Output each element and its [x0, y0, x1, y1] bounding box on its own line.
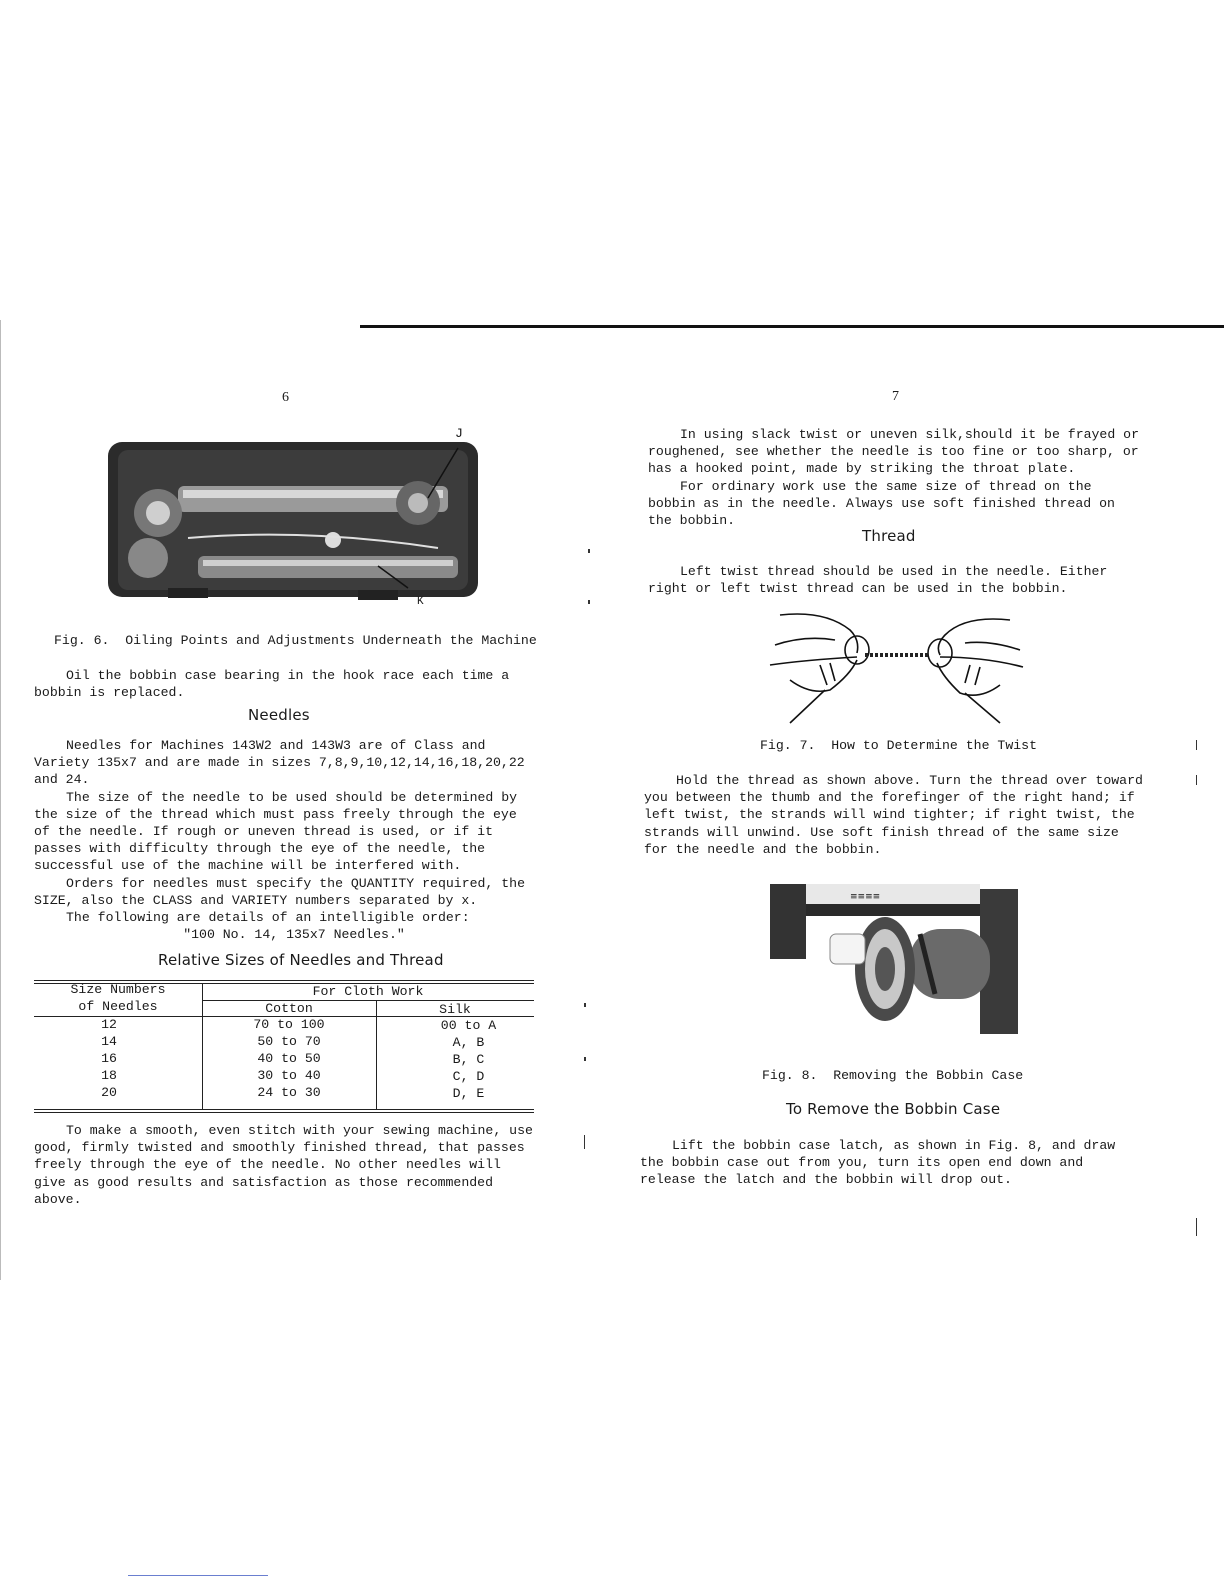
scan-speck [584, 1135, 585, 1149]
table-cell-silk: 00 to A [440, 1018, 497, 1033]
scan-top-rule [360, 325, 1224, 328]
header-size-line1: Size Numbers [70, 982, 166, 997]
table-title: Relative Sizes of Needles and Thread [158, 951, 444, 969]
needles-paragraph-3: Orders for needles must specify the QUANTITY required, the SIZE, also the CLASS and VARIETY numbers separated by x. [34, 875, 525, 908]
needles-section [34, 737, 534, 943]
oil-paragraph: Oil the bobbin case bearing in the hook race each time a bobbin is replaced. [34, 668, 510, 701]
scan-speck [1196, 740, 1197, 750]
table-cell-cotton: 24 to 30 [257, 1085, 321, 1100]
table-top-rule [34, 980, 534, 981]
needles-paragraph-1: Needles for Machines 143W2 and 143W3 are of Class and Variety 135x7 and are made in sizes 7,8,9,10,12,14,16,18,20,22 and 24. [34, 738, 525, 788]
table-cell-size: 18 [101, 1068, 117, 1083]
scan-left-edge [0, 320, 1, 1280]
scan-speck [588, 600, 590, 604]
scan-speck [1196, 775, 1197, 785]
table-cell-size: 16 [101, 1051, 117, 1066]
table-cell-cotton: 40 to 50 [257, 1051, 321, 1066]
thread-heading: Thread [862, 527, 916, 545]
sewing-machine-underside-image [108, 428, 478, 608]
table-cell-size: 14 [101, 1034, 117, 1049]
twist-paragraph: Hold the thread as shown above. Turn the thread over toward you between the thumb and the forefinger of the right hand; if left twist, the strands will wind tighter; if right twist, the strands will unwind. Use soft finish thread of the same size for the needle and the bobbin. [644, 773, 1143, 857]
table-cell-silk: A, B [452, 1035, 485, 1050]
intro-section [648, 426, 1144, 529]
table-cell-silk: B, C [452, 1052, 485, 1067]
header-silk: Silk [439, 1002, 471, 1017]
scan-speck [1196, 1218, 1197, 1236]
bobbin-paragraph: Lift the bobbin case latch, as shown in Fig. 8, and draw the bobbin case out from you, turn its open end down and release the latch and the bobbin will drop out. [640, 1138, 1116, 1188]
fig8-caption: Fig. 8. Removing the Bobbin Case [762, 1068, 1024, 1083]
needles-heading: Needles [248, 706, 310, 724]
header-size-line2: of Needles [78, 999, 158, 1014]
page-number-left: 6 [282, 390, 289, 405]
table-cell-cotton: 30 to 40 [257, 1068, 321, 1083]
svg-text:≡≡≡≡: ≡≡≡≡ [850, 892, 881, 902]
fig7-drawing [765, 605, 1030, 725]
bobbin-heading: To Remove the Bobbin Case [786, 1100, 1001, 1118]
table-bottom-rule-2 [34, 1112, 534, 1113]
fig6-label-k: K [417, 596, 424, 608]
fig8-photo [770, 884, 1018, 1034]
table-cell-silk: D, E [452, 1086, 485, 1101]
needles-paragraph-4: The following are details of an intelligible order: [66, 910, 470, 926]
fig6-photo [108, 428, 478, 608]
fig6-caption: Fig. 6. Oiling Points and Adjustments Underneath the Machine [54, 633, 537, 648]
table-cell-silk: C, D [452, 1069, 485, 1084]
scan-bottom-mark [128, 1575, 268, 1576]
table-cell-cotton: 70 to 100 [253, 1017, 325, 1032]
intro-paragraph-2: For ordinary work use the same size of thread on the bobbin as in the needle. Always use soft finished thread on the bobbin. [648, 478, 1115, 529]
needles-paragraph-2: The size of the needle to be used should be determined by the size of the thread which must pass freely through the eye of the needle. If rough or uneven thread is used, or if it passes with difficulty through the eye of the needle, the successful use of the machine will be interfered with. [34, 789, 518, 874]
page-number-right: 7 [892, 389, 899, 404]
scan-speck [584, 1003, 586, 1007]
closing-paragraph: To make a smooth, even stitch with your sewing machine, use good, firmly twisted and smoothly finished thread, that passes freely through the eye of the needle. No other needles will give as good results and satisfaction as those recommended above. [34, 1123, 533, 1207]
header-cloth-work: For Cloth Work [312, 984, 424, 999]
header-cotton: Cotton [265, 1001, 313, 1016]
table-cell-cotton: 50 to 70 [257, 1034, 321, 1049]
needle-thread-table [34, 980, 534, 1120]
fig7-caption: Fig. 7. How to Determine the Twist [760, 738, 1037, 753]
intro-paragraph-1: In using slack twist or uneven silk,should it be frayed or roughened, see whether the needle is too fine or too sharp, or has a hooked point, made by striking the throat plate. [648, 427, 1139, 477]
scan-speck [588, 549, 590, 553]
table-bottom-rule [34, 1109, 534, 1110]
order-example: "100 No. 14, 135x7 Needles." [183, 927, 405, 943]
scan-speck [584, 1057, 586, 1061]
bobbin-case-image [770, 884, 1018, 1034]
hands-twisting-thread-image [765, 605, 1030, 725]
table-cell-size: 12 [101, 1017, 117, 1032]
thread-paragraph: Left twist thread should be used in the needle. Either right or left twist thread can be used in the bobbin. [648, 564, 1108, 597]
table-cell-size: 20 [101, 1085, 117, 1100]
fig6-label-j: J [455, 426, 463, 441]
